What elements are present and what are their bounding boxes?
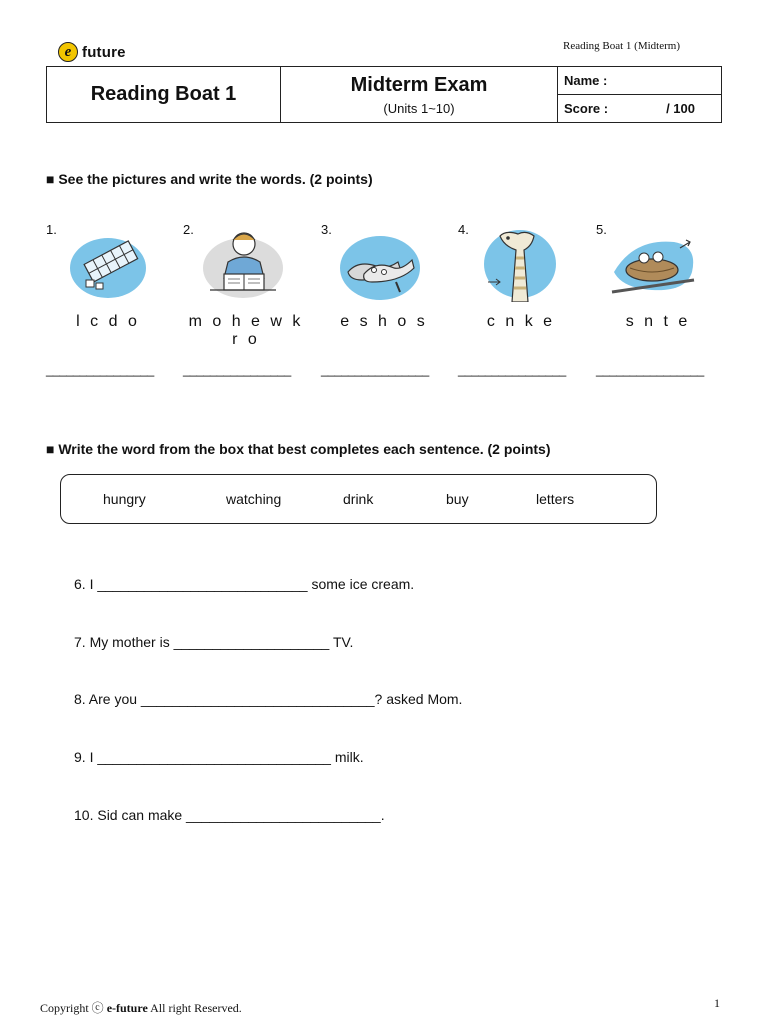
copyright-symbol: ⓒ	[91, 1001, 104, 1015]
scrambled-word: c n k e	[486, 313, 556, 330]
copyright-company: e-future	[106, 1001, 148, 1015]
exam-title: Midterm Exam	[350, 73, 488, 96]
sentence-6[interactable]: 6. I ___________________________ some ice cream.	[74, 576, 415, 592]
logo-text: future	[82, 43, 126, 61]
scrambled-word: m o h e w k r o	[188, 313, 304, 348]
ice-tray-icon	[64, 222, 154, 302]
answer-blank[interactable]: ________________	[596, 362, 704, 377]
box-word: drink	[343, 491, 374, 507]
exam-units: (Units 1~10)	[383, 100, 455, 116]
sentence-9[interactable]: 9. I ______________________________ milk.	[74, 749, 364, 765]
copyright-footer	[40, 999, 242, 1016]
item-number: 4.	[458, 222, 469, 237]
answer-blank[interactable]: ________________	[458, 362, 566, 377]
score-field	[558, 95, 721, 122]
efuture-logo	[58, 40, 126, 64]
page-number: 1	[714, 996, 720, 1010]
answer-blank[interactable]: ________________	[46, 362, 154, 377]
sentence-8[interactable]: 8. Are you ______________________________? asked Mom.	[74, 691, 463, 707]
box-word: letters	[536, 491, 575, 507]
copyright-prefix: Copyright	[40, 1001, 89, 1015]
scrambled-word: e s h o s	[340, 313, 428, 330]
scrambled-word: s n t e	[625, 313, 691, 330]
item-number: 2.	[183, 222, 194, 237]
running-head: Reading Boat 1 (Midterm)	[562, 40, 680, 52]
exam-title-cell	[281, 67, 558, 122]
box-word: watching	[226, 491, 282, 507]
logo-letter: e	[58, 42, 78, 62]
boy-homework-icon	[198, 222, 288, 302]
section1-title: ■ See the pictures and write the words. (2 points)	[46, 171, 373, 187]
item-number: 1.	[46, 222, 57, 237]
item-number: 5.	[596, 222, 607, 237]
sentence-10[interactable]: 10. Sid can make _________________________.	[74, 807, 385, 823]
name-label: Name :	[564, 73, 608, 88]
score-label: Score :	[564, 101, 609, 116]
shoes-icon	[334, 222, 424, 302]
exam-header-table	[46, 66, 722, 123]
bird-nest-icon	[608, 222, 698, 302]
box-word: buy	[446, 491, 469, 507]
box-word: hungry	[103, 491, 146, 507]
copyright-rights: All right Reserved.	[150, 1001, 242, 1015]
section2-title: ■ Write the word from the box that best completes each sentence. (2 points)	[46, 441, 551, 457]
giraffe-neck-icon	[474, 222, 564, 302]
sentence-7[interactable]: 7. My mother is ____________________ TV.	[74, 634, 354, 650]
answer-blank[interactable]: ________________	[183, 362, 291, 377]
answer-blank[interactable]: ________________	[321, 362, 429, 377]
item-number: 3.	[321, 222, 332, 237]
student-info-cell	[558, 67, 721, 122]
scrambled-word: l c d o	[76, 313, 140, 330]
name-field[interactable]	[558, 67, 721, 95]
book-title: Reading Boat 1	[47, 67, 281, 122]
score-total: / 100	[666, 101, 695, 116]
